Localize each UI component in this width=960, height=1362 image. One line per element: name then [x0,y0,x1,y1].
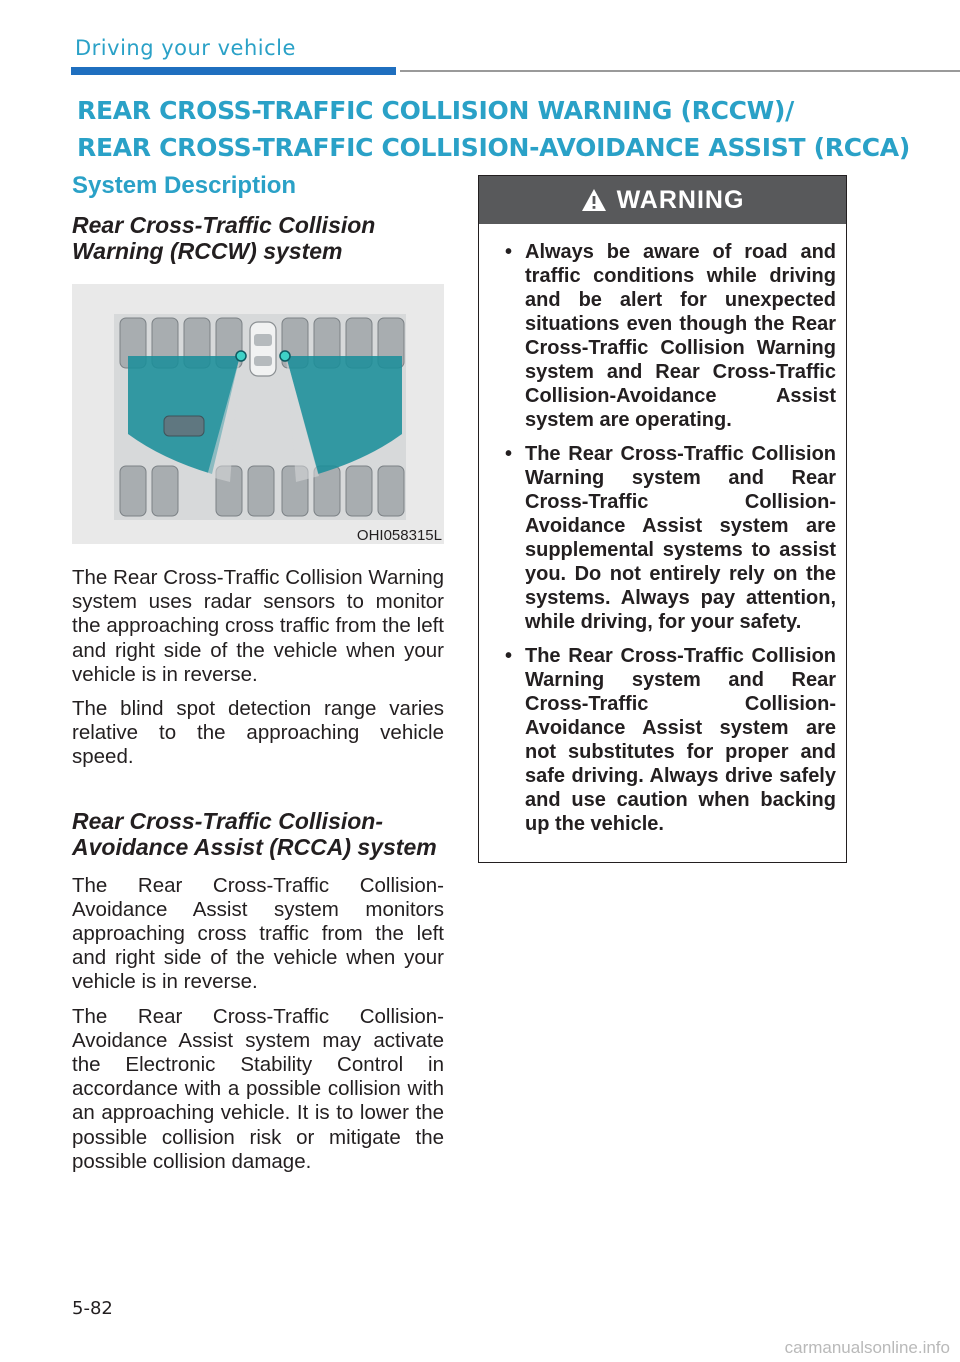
section-label: Driving your vehicle [75,36,296,60]
figure-code: OHI058315L [356,527,442,544]
page-title [77,92,937,166]
warning-item: • The Rear Cross-Traffic Collision Warning system and Rear Cross-Traffic Collision-Avoidance Assist system are not substitutes for proper and safe driving. Always drive safely and use caution when backing up the vehicle. [503,644,836,836]
watermark: carmanualsonline.info [784,1338,950,1357]
warning-item: • The Rear Cross-Traffic Collision Warning system and Rear Cross-Traffic Collision-Avoidance Assist system are supplemental systems to assist you. Do not entirely rely on the systems. Always pay attention, while driving, for your safety. [503,442,836,634]
title-line-2: REAR CROSS-TRAFFIC COLLISION-AVOIDANCE ASSIST (RCCA) [77,133,910,162]
rccw-paragraph-2: The blind spot detection range varies relative to the approaching vehicle speed. [72,697,444,769]
rccw-heading: Rear Cross-Traffic Collision Warning (RCCW) system [72,212,376,264]
warning-list [479,224,846,836]
warning-box [478,175,847,863]
rcca-heading: Rear Cross-Traffic Collision-Avoidance Assist (RCCA) system [72,807,437,860]
warning-header [479,176,846,224]
rcca-paragraph-2: The Rear Cross-Traffic Collision-Avoidance Assist system may activate the Electronic Stability Control in accordance with a possible collision with an approaching vehicle. It is to lower the possible collision risk or mitigate the possible collision damage. [72,1004,444,1173]
left-column [72,170,444,1184]
rccw-illustration [72,284,444,544]
header-rule-accent [71,67,396,75]
header-rule [400,70,960,72]
title-line-1: REAR CROSS-TRAFFIC COLLISION WARNING (RCCW)/ [77,96,794,125]
warning-triangle-icon [581,188,607,212]
page-number: 5-82 [72,1298,113,1319]
warning-item: • Always be aware of road and traffic conditions while driving and be alert for unexpected situations even though the Rear Cross-Traffic Collision Warning system and Rear Cross-Traffic Collision-Avoidance Assist system are operating. [503,240,836,432]
system-description-heading: System Description [72,172,297,199]
warning-title: WARNING [616,185,745,214]
rccw-paragraph-1: The Rear Cross-Traffic Collision Warning system uses radar sensors to monitor the approaching cross traffic from the left and right side of the vehicle when your vehicle is in reverse. [72,566,444,686]
rcca-paragraph-1: The Rear Cross-Traffic Collision-Avoidance Assist system monitors approaching cross traffic from the left and right side of the vehicle when your vehicle is in reverse. [72,873,444,994]
parking-lot-diagram [72,284,444,544]
